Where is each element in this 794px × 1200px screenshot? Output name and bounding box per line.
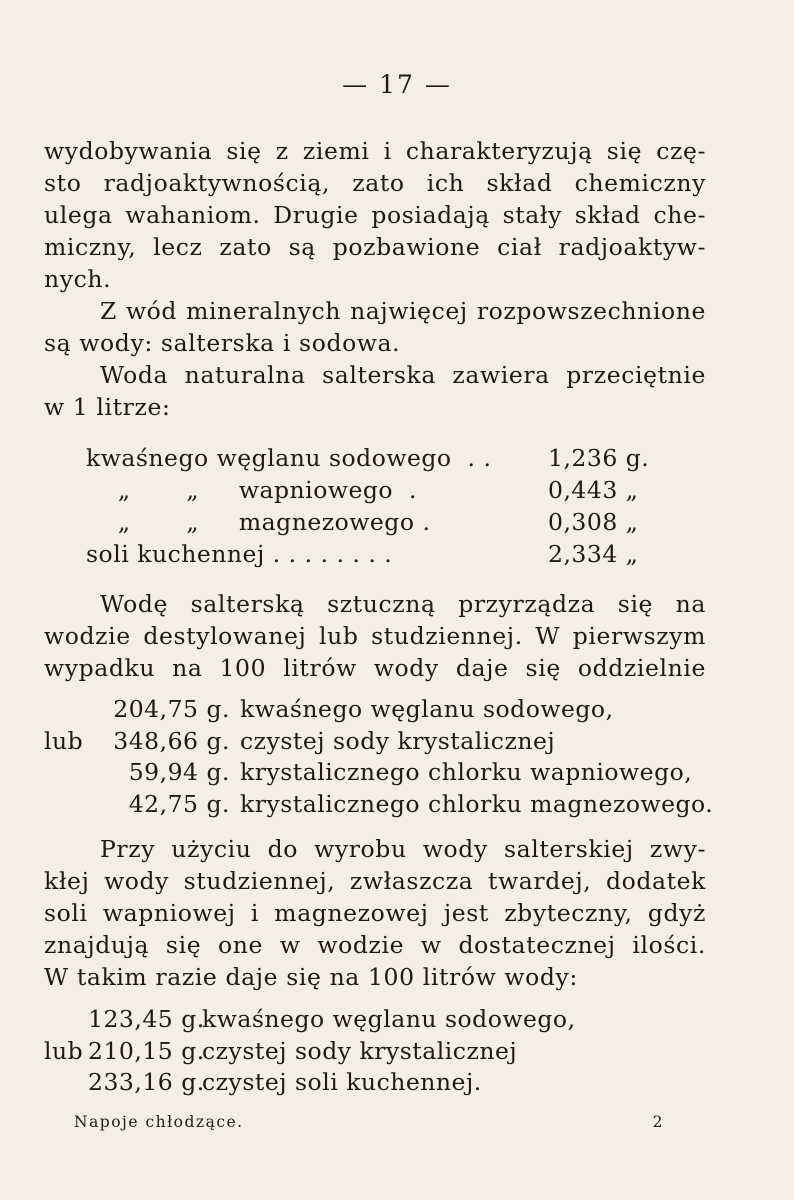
composition-table: [86, 442, 666, 570]
text-line: ulega wahaniom. Drugie posiadają stały skład che-: [44, 201, 706, 229]
text-line: wypadku na 100 litrów wody daje się oddzielnie: [44, 654, 706, 682]
recipe-amount: 123,45 g.: [88, 1005, 205, 1033]
table-row: [86, 538, 666, 570]
ingredient-name: „ „ magnezowego .: [86, 508, 431, 536]
text-line: Woda naturalna salterska zawiera przeciętnie: [100, 361, 706, 389]
recipe-ingredient: kwaśnego węglanu sodowego,: [240, 695, 614, 723]
recipe-amount: 204,75 g.: [113, 695, 230, 723]
recipe-ingredient: czystej sody krystalicznej: [240, 726, 556, 755]
recipe-row: [44, 757, 713, 789]
recipe-ingredient: krystalicznego chlorku wapniowego,: [240, 758, 693, 786]
text-line: Z wód mineralnych najwięcej rozpowszechnione: [100, 297, 706, 325]
paragraph-1: [44, 135, 706, 423]
recipe-row: [44, 1004, 576, 1036]
recipe-ingredient: kwaśnego węglanu sodowego,: [202, 1005, 576, 1033]
recipe-prefix: lub: [44, 726, 84, 755]
text-line: wydobywania się z ziemi i charakteryzują się czę-: [44, 137, 706, 165]
text-line: W takim razie daje się na 100 litrów wody:: [44, 963, 578, 991]
table-row: [86, 506, 666, 538]
text-line: w 1 litrze:: [44, 393, 171, 421]
recipe-prefix: lub: [44, 1036, 84, 1065]
recipe-list-1: [44, 694, 713, 820]
recipe-row: [44, 789, 713, 821]
text-line: Wodę salterską sztuczną przyrządza się na: [100, 590, 706, 618]
text-line: są wody: salterska i sodowa.: [44, 329, 401, 357]
recipe-amount: 59,94 g.: [128, 758, 230, 786]
page-number: — 17 —: [342, 70, 452, 99]
recipe-amount: 42,75 g.: [128, 789, 230, 818]
text-line: nych.: [44, 265, 112, 293]
book-title: Napoje chłodzące.: [74, 1113, 244, 1131]
ingredient-value: 0,308 „: [548, 508, 639, 536]
recipe-row: [44, 726, 713, 758]
recipe-row: [44, 1036, 576, 1068]
recipe-ingredient: czystej sody krystalicznej: [202, 1036, 518, 1065]
recipe-amount: 348,66 g.: [113, 726, 230, 755]
recipe-list-2: [44, 1004, 576, 1099]
ingredient-name: „ „ wapniowego .: [86, 476, 417, 504]
text-line: wodzie destylowanej lub studziennej. W pierwszym: [44, 622, 706, 650]
paragraph-3: [44, 833, 706, 993]
recipe-amount: 210,15 g.: [88, 1036, 205, 1065]
text-line: miczny, lecz zato są pozbawione ciał radjoaktyw-: [44, 233, 706, 261]
paragraph-2: [44, 588, 706, 684]
ingredient-value: 0,443 „: [548, 476, 639, 504]
text-line: kłej wody studziennej, zwłaszcza twardej, dodatek: [44, 867, 706, 895]
recipe-row: [44, 1067, 576, 1099]
text-line: soli wapniowej i magnezowej jest zbyteczny, gdyż: [44, 899, 706, 927]
recipe-amount: 233,16 g.: [88, 1068, 205, 1096]
ingredient-value: 2,334 „: [548, 540, 639, 568]
ingredient-name: kwaśnego węglanu sodowego . .: [86, 444, 492, 472]
signature-mark: 2: [652, 1113, 664, 1131]
ingredient-name: soli kuchennej . . . . . . . .: [86, 540, 393, 568]
text-line: sto radjoaktywnością, zato ich skład chemiczny: [44, 169, 706, 197]
table-row: [86, 442, 666, 474]
text-line: Przy użyciu do wyrobu wody salterskiej zwy-: [100, 835, 706, 863]
recipe-ingredient: krystalicznego chlorku magnezowego.: [240, 789, 714, 818]
recipe-row: [44, 694, 713, 726]
table-row: [86, 474, 666, 506]
ingredient-value: 1,236 g.: [548, 444, 650, 472]
page-footer: [74, 1113, 664, 1131]
recipe-ingredient: czystej soli kuchennej.: [202, 1068, 482, 1096]
text-line: znajdują się one w wodzie w dostatecznej ilości.: [44, 931, 706, 959]
